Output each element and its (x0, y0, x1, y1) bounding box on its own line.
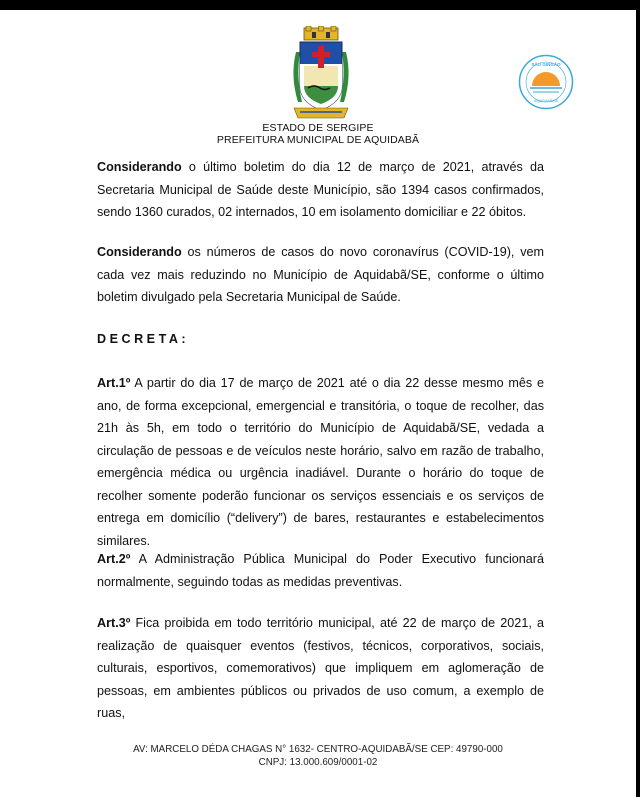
article-text: A partir do dia 17 de março de 2021 até o dia 22 desse mesmo mês e ano, de forma excepcional, emergencial e transitória, o toque de recolher, das 21h às 5h, em todo o território do Município de Aquidabã/SE, vedada a circulação de pessoas e de veículos neste horário, salvo em razão de trabalho, emergência médica ou urgência inadiável. Durante o horário do toque de recolher somente poderão funcionar os serviços essenciais e os serviços de entrega em domicílio (“delivery”) de bares, restaurantes e estabelecimentos similares. (97, 376, 544, 548)
paragraph-text: o último boletim do dia 12 de março de 2021, através da Secretaria Municipal de Saúde deste Município, são 1394 casos confirmados, sendo 1360 curados, 02 internados, 10 em isolamento domiciliar e 22 óbitos. (97, 160, 544, 219)
document-page (0, 10, 636, 797)
considerando-paragraph-1 (97, 156, 544, 224)
municipal-coat-of-arms-icon (290, 26, 352, 124)
footer-address: AV: MARCELO DÉDA CHAGAS N° 1632- CENTRO-AQUIDABÃ/SE CEP: 49790-000 (133, 744, 503, 755)
article-3 (97, 612, 544, 725)
article-text: Fica proibida em todo território municipal, até 22 de março de 2021, a realização de quaisquer eventos (festivos, técnicos, corporativos, sociais, culturais, esportivos, comemorativos) que impliquem em aglomeração de pessoas, em ambientes públicos ou privados de uso comum, a exemplo de ruas, (97, 616, 544, 720)
article-2 (97, 548, 544, 593)
paragraph-lead: Considerando (97, 245, 182, 259)
state-name: ESTADO DE SERGIPE (262, 122, 374, 134)
article-text: A Administração Pública Municipal do Poder Executivo funcionará normalmente, seguindo todas as medidas preventivas. (97, 552, 544, 589)
paragraph-text: os números de casos do novo coronavírus (COVID-19), vem cada vez mais reduzindo no Município de Aquidabã/SE, conforme o último boletim divulgado pela Secretaria Municipal de Saúde. (97, 245, 544, 304)
article-number: Art.3º (97, 616, 131, 630)
city-anniversary-seal-icon (518, 54, 574, 110)
considerando-paragraph-2 (97, 241, 544, 309)
article-number: Art.1º (97, 376, 131, 390)
svg-text:SÃO GINGÃO: SÃO GINGÃO (531, 62, 561, 67)
decreta-heading: DECRETA: (97, 332, 190, 346)
article-number: Art.2º (97, 552, 131, 566)
prefecture-name: PREFEITURA MUNICIPAL DE AQUIDABÃ (216, 134, 420, 146)
svg-text:AQUIDABÃ-SE: AQUIDABÃ-SE (533, 99, 559, 103)
article-1 (97, 372, 544, 552)
footer-cnpj: CNPJ: 13.000.609/0001-02 (258, 757, 378, 768)
paragraph-lead: Considerando (97, 160, 182, 174)
